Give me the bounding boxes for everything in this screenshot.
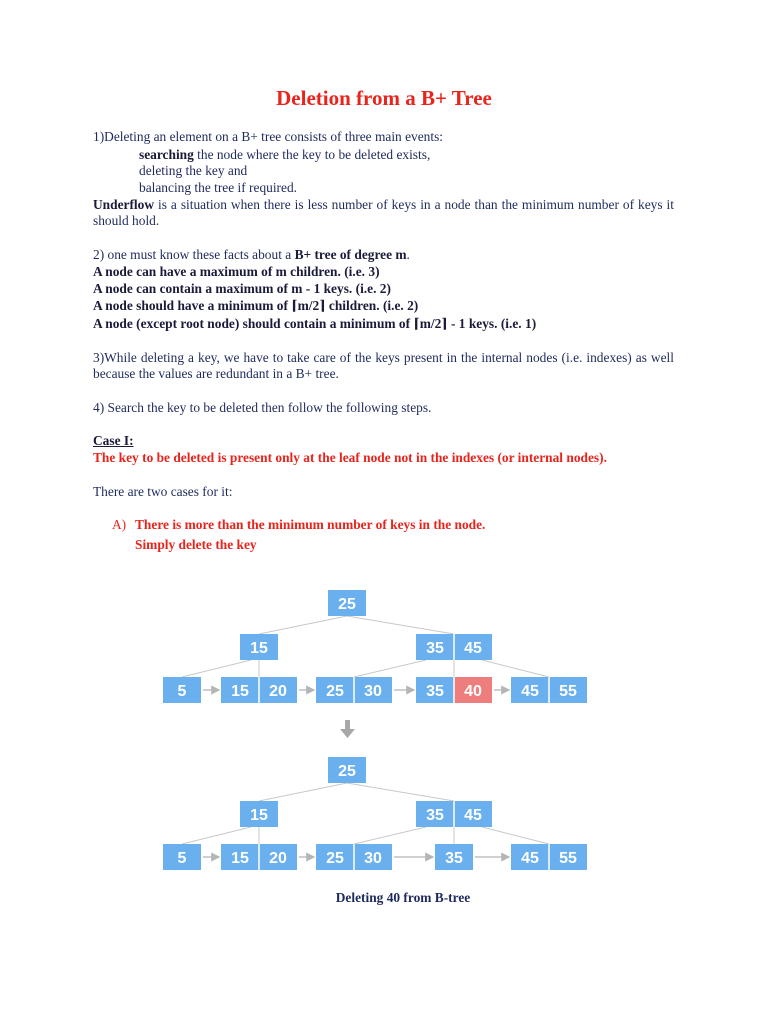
bplus-tree-diagram xyxy=(0,580,768,880)
leaf-node xyxy=(221,677,297,703)
leaf-node xyxy=(416,677,492,703)
intro-line: 1)Deleting an element on a B+ tree consists of three main events: xyxy=(93,129,444,144)
leaf-node xyxy=(511,844,587,870)
key-label: 45 xyxy=(464,807,482,824)
searching-term: searching xyxy=(139,147,194,162)
key-label: 15 xyxy=(250,807,268,824)
key-label: 15 xyxy=(231,850,249,867)
underflow-term: Underflow xyxy=(93,197,154,212)
underflow-definition xyxy=(93,197,674,229)
tree-before-deletion xyxy=(163,590,587,703)
key-label: 45 xyxy=(521,683,539,700)
key-label: 55 xyxy=(559,683,577,700)
facts-lead-term: B+ tree of degree m xyxy=(294,247,407,262)
diagram-caption: Deleting 40 from B-tree xyxy=(335,890,471,905)
fact-min-children: A node should have a minimum of ⌈m/2⌉ children. (i.e. 2) xyxy=(93,298,419,313)
internal-node xyxy=(416,801,492,827)
down-arrow-icon xyxy=(340,720,355,738)
key-label: 30 xyxy=(364,850,382,867)
key-label: 45 xyxy=(521,850,539,867)
paragraph-search-steps: 4) Search the key to be deleted then follow the following steps. xyxy=(93,400,432,415)
leaf-node xyxy=(163,844,201,870)
list-marker-a: A) xyxy=(112,517,127,532)
key-label: 35 xyxy=(445,850,463,867)
key-label: 35 xyxy=(426,640,444,657)
case-a-text: There is more than the minimum number of keys in the node. xyxy=(135,517,486,532)
root-node xyxy=(328,757,366,783)
leaf-node xyxy=(316,844,392,870)
leaf-node xyxy=(511,677,587,703)
leaf-node xyxy=(435,844,473,870)
key-label: 30 xyxy=(364,683,382,700)
key-label: 15 xyxy=(231,683,249,700)
leaf-node xyxy=(221,844,297,870)
facts-lead xyxy=(93,247,410,263)
key-label: 40 xyxy=(464,683,482,700)
leaf-node xyxy=(316,677,392,703)
fact-max-keys: A node can contain a maximum of m - 1 keys. (i.e. 2) xyxy=(93,281,391,296)
step-searching xyxy=(139,147,430,163)
key-label: 20 xyxy=(269,683,287,700)
step-searching-text: the node where the key to be deleted exists, xyxy=(193,147,431,162)
key-label: 15 xyxy=(250,640,268,657)
tree-after-deletion xyxy=(163,757,587,870)
two-cases-text: There are two cases for it: xyxy=(93,484,233,499)
key-label: 5 xyxy=(177,683,187,700)
step-balancing: balancing the tree if required. xyxy=(139,180,298,195)
step-deleting: deleting the key and xyxy=(139,163,248,178)
key-label: 5 xyxy=(177,850,187,867)
key-label: 25 xyxy=(338,596,356,613)
case-heading: Case I: xyxy=(93,433,134,448)
case-a-subtext: Simply delete the key xyxy=(135,537,257,552)
fact-max-children: A node can have a maximum of m children. (i.e. 3) xyxy=(93,264,380,279)
paragraph-internal-nodes: 3)While deleting a key, we have to take care of the keys present in the internal nodes (i.e. indexes) as well because the values are redundant in a B+ tree. xyxy=(93,350,674,381)
key-label: 25 xyxy=(326,683,344,700)
internal-node xyxy=(416,634,492,660)
case-description: The key to be deleted is present only at the leaf node not in the indexes (or internal nodes). xyxy=(93,450,607,465)
key-label: 25 xyxy=(338,763,356,780)
internal-node xyxy=(240,801,278,827)
key-label: 45 xyxy=(464,640,482,657)
key-label: 35 xyxy=(426,683,444,700)
facts-lead-text: 2) one must know these facts about a xyxy=(93,247,295,262)
fact-min-keys: A node (except root node) should contain a minimum of ⌈m/2⌉ - 1 keys. (i.e. 1) xyxy=(93,316,537,331)
page-title: Deletion from a B+ Tree xyxy=(276,86,492,110)
key-label: 35 xyxy=(426,807,444,824)
leaf-node xyxy=(163,677,201,703)
root-node xyxy=(328,590,366,616)
internal-node xyxy=(240,634,278,660)
key-label: 25 xyxy=(326,850,344,867)
key-label: 20 xyxy=(269,850,287,867)
facts-lead-end: . xyxy=(406,247,410,262)
key-label: 55 xyxy=(559,850,577,867)
underflow-text: is a situation when there is less number of keys in a node than the minimum number of keys it should hold. xyxy=(93,197,674,228)
